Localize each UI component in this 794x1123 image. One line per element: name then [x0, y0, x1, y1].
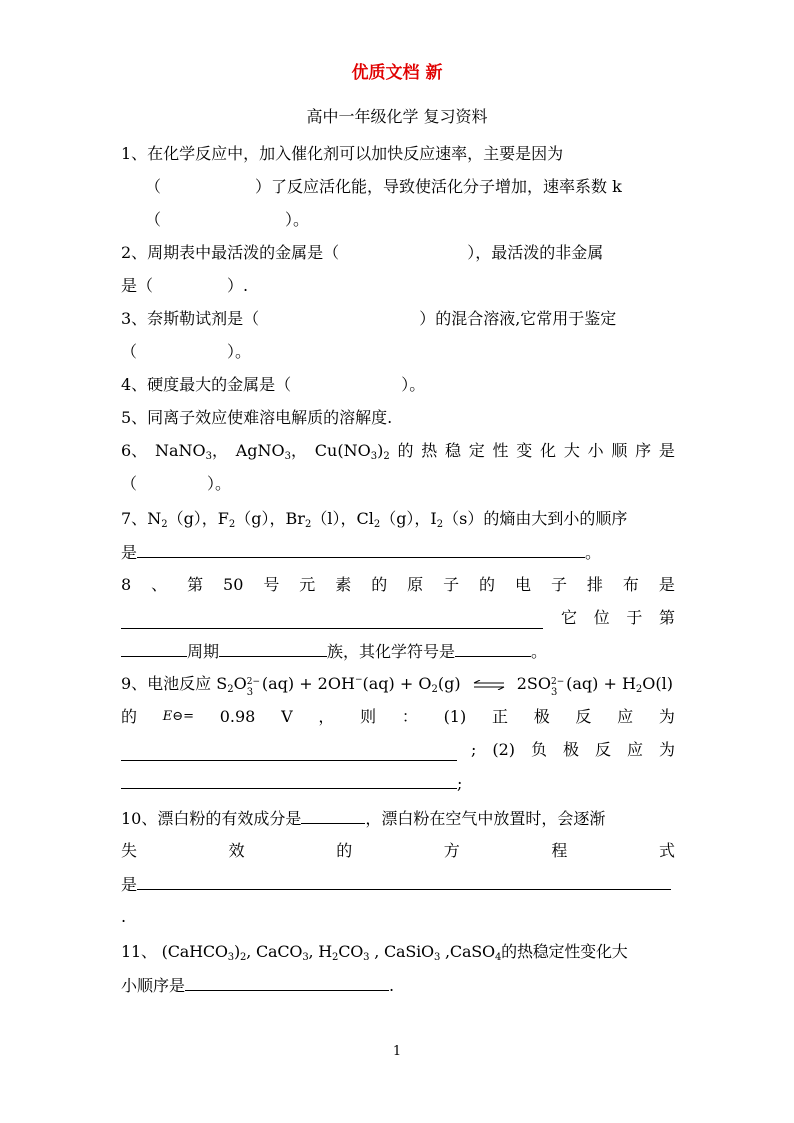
- answer-blank: [185, 974, 389, 991]
- question-4: 4、硬度最大的金属是（ ）。: [121, 375, 426, 394]
- reaction-right: 2SO 2− 3 $(aq) + H_2O(l)$: [516, 674, 673, 698]
- question-1-line-3: （ ）。: [145, 210, 310, 229]
- answer-blank: [121, 744, 457, 761]
- question-5: 5、同离子效应使难溶电解质的溶解度.: [121, 408, 393, 427]
- question-9-line-2: 的 E⊖= 0.98 V ， 则 ： (1) 正 极 反 应 为: [121, 707, 675, 726]
- equilibrium-arrow-icon: [472, 680, 506, 690]
- answer-blank: [301, 807, 365, 824]
- reaction-left: $S_2O$ 2− 3 $(aq) + 2OH^-(aq) + O_2(g)$: [216, 674, 461, 698]
- question-9-line-4: ;: [121, 772, 675, 795]
- question-1-line-2: （ ）了反应活化能，导致使活化分子增加，速率系数 k: [145, 177, 622, 196]
- answer-blank: [219, 640, 327, 657]
- question-11-line-1: 11、 $(CaHCO_3)_2$, CaCO$_3$, $H_2CO_3$ , CaSiO$_3$ ,CaSO$_4$的热稳定性变化大: [121, 942, 628, 963]
- question-2-line-1: 2、周期表中最活泼的金属是（ ），最活泼的非金属: [121, 243, 604, 262]
- answer-blank: [121, 772, 457, 789]
- question-8-line-3: 周期 族，其化学符号是 。: [121, 640, 675, 663]
- question-9-line-3: ; (2) 负 极 反 应 为: [121, 739, 675, 761]
- question-7-line-2: 是 。: [121, 543, 602, 562]
- question-1-line-1: 1、在化学反应中，加入催化剂可以加快反应速率，主要是因为: [121, 144, 564, 163]
- question-9-line-1: 9、电池反应 $S_2O$ 2− 3 $(aq) + 2OH^-(aq) + O_2(g)$ 2SO 2− 3 $(aq) + H_2O(l)$: [121, 674, 673, 698]
- page-number: 1: [392, 1044, 402, 1059]
- answer-blank: [137, 873, 671, 890]
- question-10-line-4: .: [121, 907, 127, 926]
- question-11-line-2: 小顺序是 .: [121, 976, 395, 995]
- answer-blank: [455, 640, 531, 657]
- question-10-line-1: 10、漂白粉的有效成分是 ，漂白粉在空气中放置时，会逐渐: [121, 809, 606, 828]
- question-3-line-2: （ ）。: [121, 342, 252, 361]
- answer-blank: [137, 541, 585, 558]
- question-2-line-2: 是（ ）.: [121, 276, 249, 295]
- question-10-line-3: 是: [121, 873, 675, 896]
- question-7-line-1: 7、$N_2(g)$，$F_2(g)$，$Br_2(l)$，$Cl_2(g)$，$I_2(s)$的熵由大到小的顺序: [121, 509, 628, 530]
- question-8-line-1: 8 、 第 50 号 元 素 的 原 子 的 电 子 排 布 是: [121, 575, 675, 594]
- answer-blank: [121, 612, 543, 629]
- document-subtitle: 高中一年级化学 复习资料: [306, 107, 488, 126]
- question-10-line-2: 失 效 的 方 程 式: [121, 841, 675, 860]
- header-title: 优质文档 新: [351, 63, 443, 83]
- question-6-line-1: 6、 NaNO$_3$， AgNO$_3$， $Cu(NO_3)_2$ 的 热 稳 定 性 变 化 大 小 顺 序 是: [121, 441, 675, 462]
- question-8-line-2: 它 位 于 第: [121, 607, 675, 629]
- answer-blank: [121, 640, 187, 657]
- question-3-line-1: 3、奈斯勒试剂是（ ）的混合溶液,它常用于鉴定: [121, 309, 617, 328]
- question-6-line-2: （ ）。: [121, 474, 232, 493]
